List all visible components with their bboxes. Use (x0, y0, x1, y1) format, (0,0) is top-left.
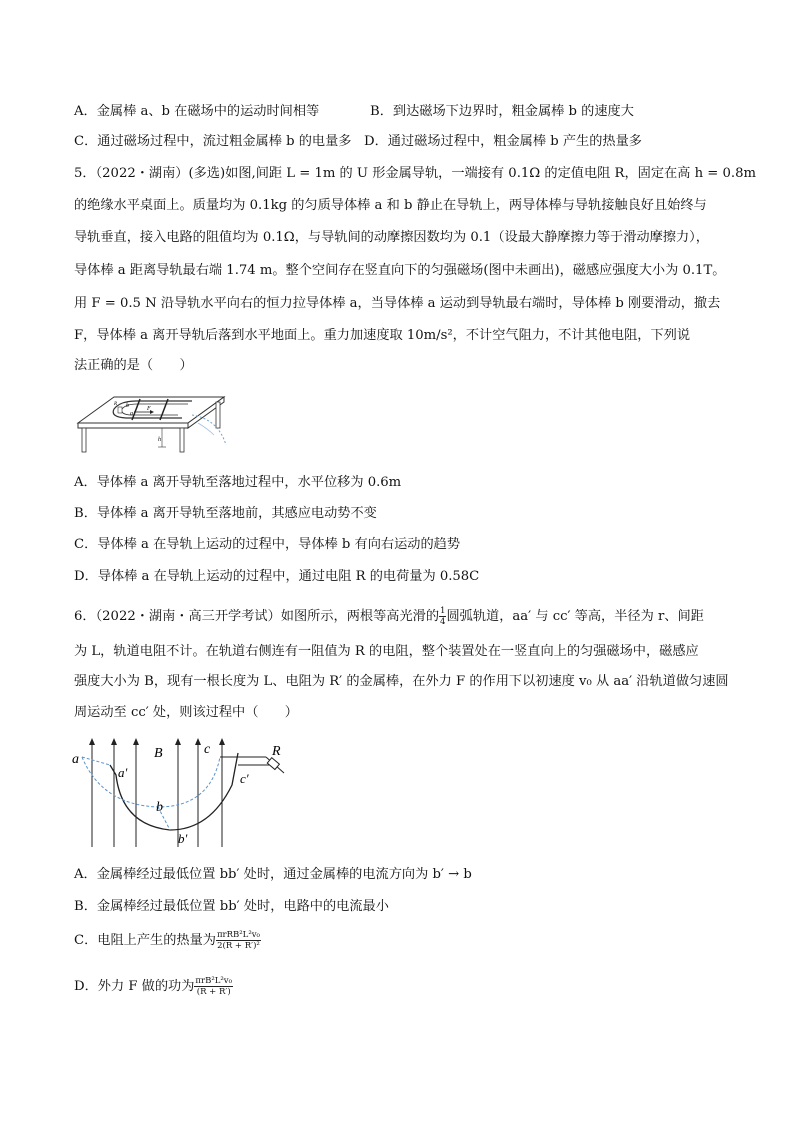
q5-figure-label-b: b (126, 403, 129, 409)
q6-stem-line-1-pre: 6．（2022・湖南・高三开学考试）如图所示，两根等高光滑的 (74, 609, 440, 624)
q5-option-c: C．导体棒 a 在导轨上运动的过程中，导体棒 b 有向右运动的趋势 (74, 537, 461, 552)
q6-stem-line-1 (74, 606, 704, 627)
q5-option-b: B．导体棒 a 离开导轨至落地前，其感应电动势不变 (74, 506, 377, 521)
q4-option-c: C．通过磁场过程中，流过粗金属棒 b 的电量多 (74, 134, 352, 149)
q6-stem-line-1-post: 圆弧轨道，aa′ 与 cc′ 等高，半径为 r、间距 (446, 609, 704, 624)
q6-figure-label-b: b (156, 800, 163, 815)
q5-stem-line-3: 导轨垂直，接入电路的阻值均为 0.1Ω，与导轨间的动摩擦因数均为 0.1（设最大静摩擦力等于滑动摩擦力）， (74, 230, 709, 245)
q6-option-d (74, 976, 233, 997)
q5-option-d: D．导体棒 a 在导轨上运动的过程中，通过电阻 R 的电荷量为 0.58C (74, 569, 480, 584)
q6-quarter-fraction: $\frac{1}{4}$ (440, 606, 446, 627)
q5-figure-label-r: R (114, 402, 118, 407)
q5-stem-line-1: 5．（2022・湖南）(多选)如图,间距 L = 1m 的 U 形金属导轨，一端接有 0.1Ω 的定值电阻 R，固定在高 h = 0.8m (74, 166, 756, 181)
q6-option-b: B．金属棒经过最低位置 bb′ 处时，电路中的电流最小 (74, 899, 389, 914)
q4-option-d: D．通过磁场过程中，粗金属棒 b 产生的热量多 (364, 134, 642, 149)
q6-figure-label-field-b: B (154, 746, 163, 761)
q6-option-c (74, 930, 261, 951)
q5-figure-label-a: a (130, 411, 133, 417)
q6-figure (70, 735, 300, 850)
q5-figure (74, 385, 234, 455)
q5-option-a: A．导体棒 a 离开导轨至落地过程中，水平位移为 0.6m (74, 475, 402, 490)
q6-stem-line-2: 为 L，轨道电阻不计。在轨道右侧连有一阻值为 R 的电阻，整个装置处在一竖直向上的匀强磁场中，磁感应 (74, 644, 699, 659)
q6-stem-line-4: 周运动至 cc′ 处，则该过程中（ ） (74, 705, 298, 720)
q6-option-c-text: C．电阻上产生的热量为 (74, 933, 216, 948)
q6-figure-label-c: c (204, 742, 211, 757)
q6-option-d-text: D．外力 F 做的功为 (74, 979, 195, 994)
q6-option-c-fraction: $\frac{\text{πrRB²L²v₀}}{\text{2(R + R′)²}}$ (216, 930, 260, 951)
q5-stem-line-7: 法正确的是（ ） (74, 358, 193, 373)
q6-stem-line-3: 强度大小为 B，现有一根长度为 L、电阻为 R′ 的金属棒，在外力 F 的作用下以初速度 v₀ 从 aa′ 沿轨道做匀速圆 (74, 674, 729, 689)
q5-stem-line-6: F，导体棒 a 离开导轨后落到水平地面上。重力加速度取 10m/s²，不计空气阻力，不计其他电阻，下列说 (74, 328, 691, 343)
q5-stem-line-2: 的绝缘水平桌面上。质量均为 0.1kg 的匀质导体棒 a 和 b 静止在导轨上，两导体棒与导轨接触良好且始终与 (74, 198, 707, 213)
q5-stem-line-5: 用 F = 0.5 N 沿导轨水平向右的恒力拉导体棒 a，当导体棒 a 运动到导轨最右端时，导体棒 b 刚要滑动，撤去 (74, 296, 721, 311)
q5-figure-label-h: h (158, 437, 161, 443)
q6-figure-label-a: a (72, 752, 79, 767)
q5-stem-line-4: 导体棒 a 距离导轨最右端 1.74 m。整个空间存在竖直向下的匀强磁场(图中未画出)，磁感应强度大小为 0.1T。 (74, 263, 726, 278)
q6-option-a: A．金属棒经过最低位置 bb′ 处时，通过金属棒的电流方向为 b′ → b (74, 867, 472, 882)
q6-figure-label-a-prime: a′ (118, 765, 128, 780)
q5-figure-label-f: F (147, 406, 151, 412)
q6-option-d-fraction: $\frac{\text{πrB²L²v₀}}{(R + R')}$ (195, 976, 232, 997)
q6-figure-label-b-prime: b′ (178, 831, 188, 846)
q6-figure-label-c-prime: c′ (240, 771, 249, 786)
q4-option-a: A．金属棒 a、b 在磁场中的运动时间相等 (74, 104, 320, 119)
q4-option-b: B．到达磁场下边界时，粗金属棒 b 的速度大 (370, 104, 634, 119)
q6-figure-label-r: R (272, 744, 281, 759)
